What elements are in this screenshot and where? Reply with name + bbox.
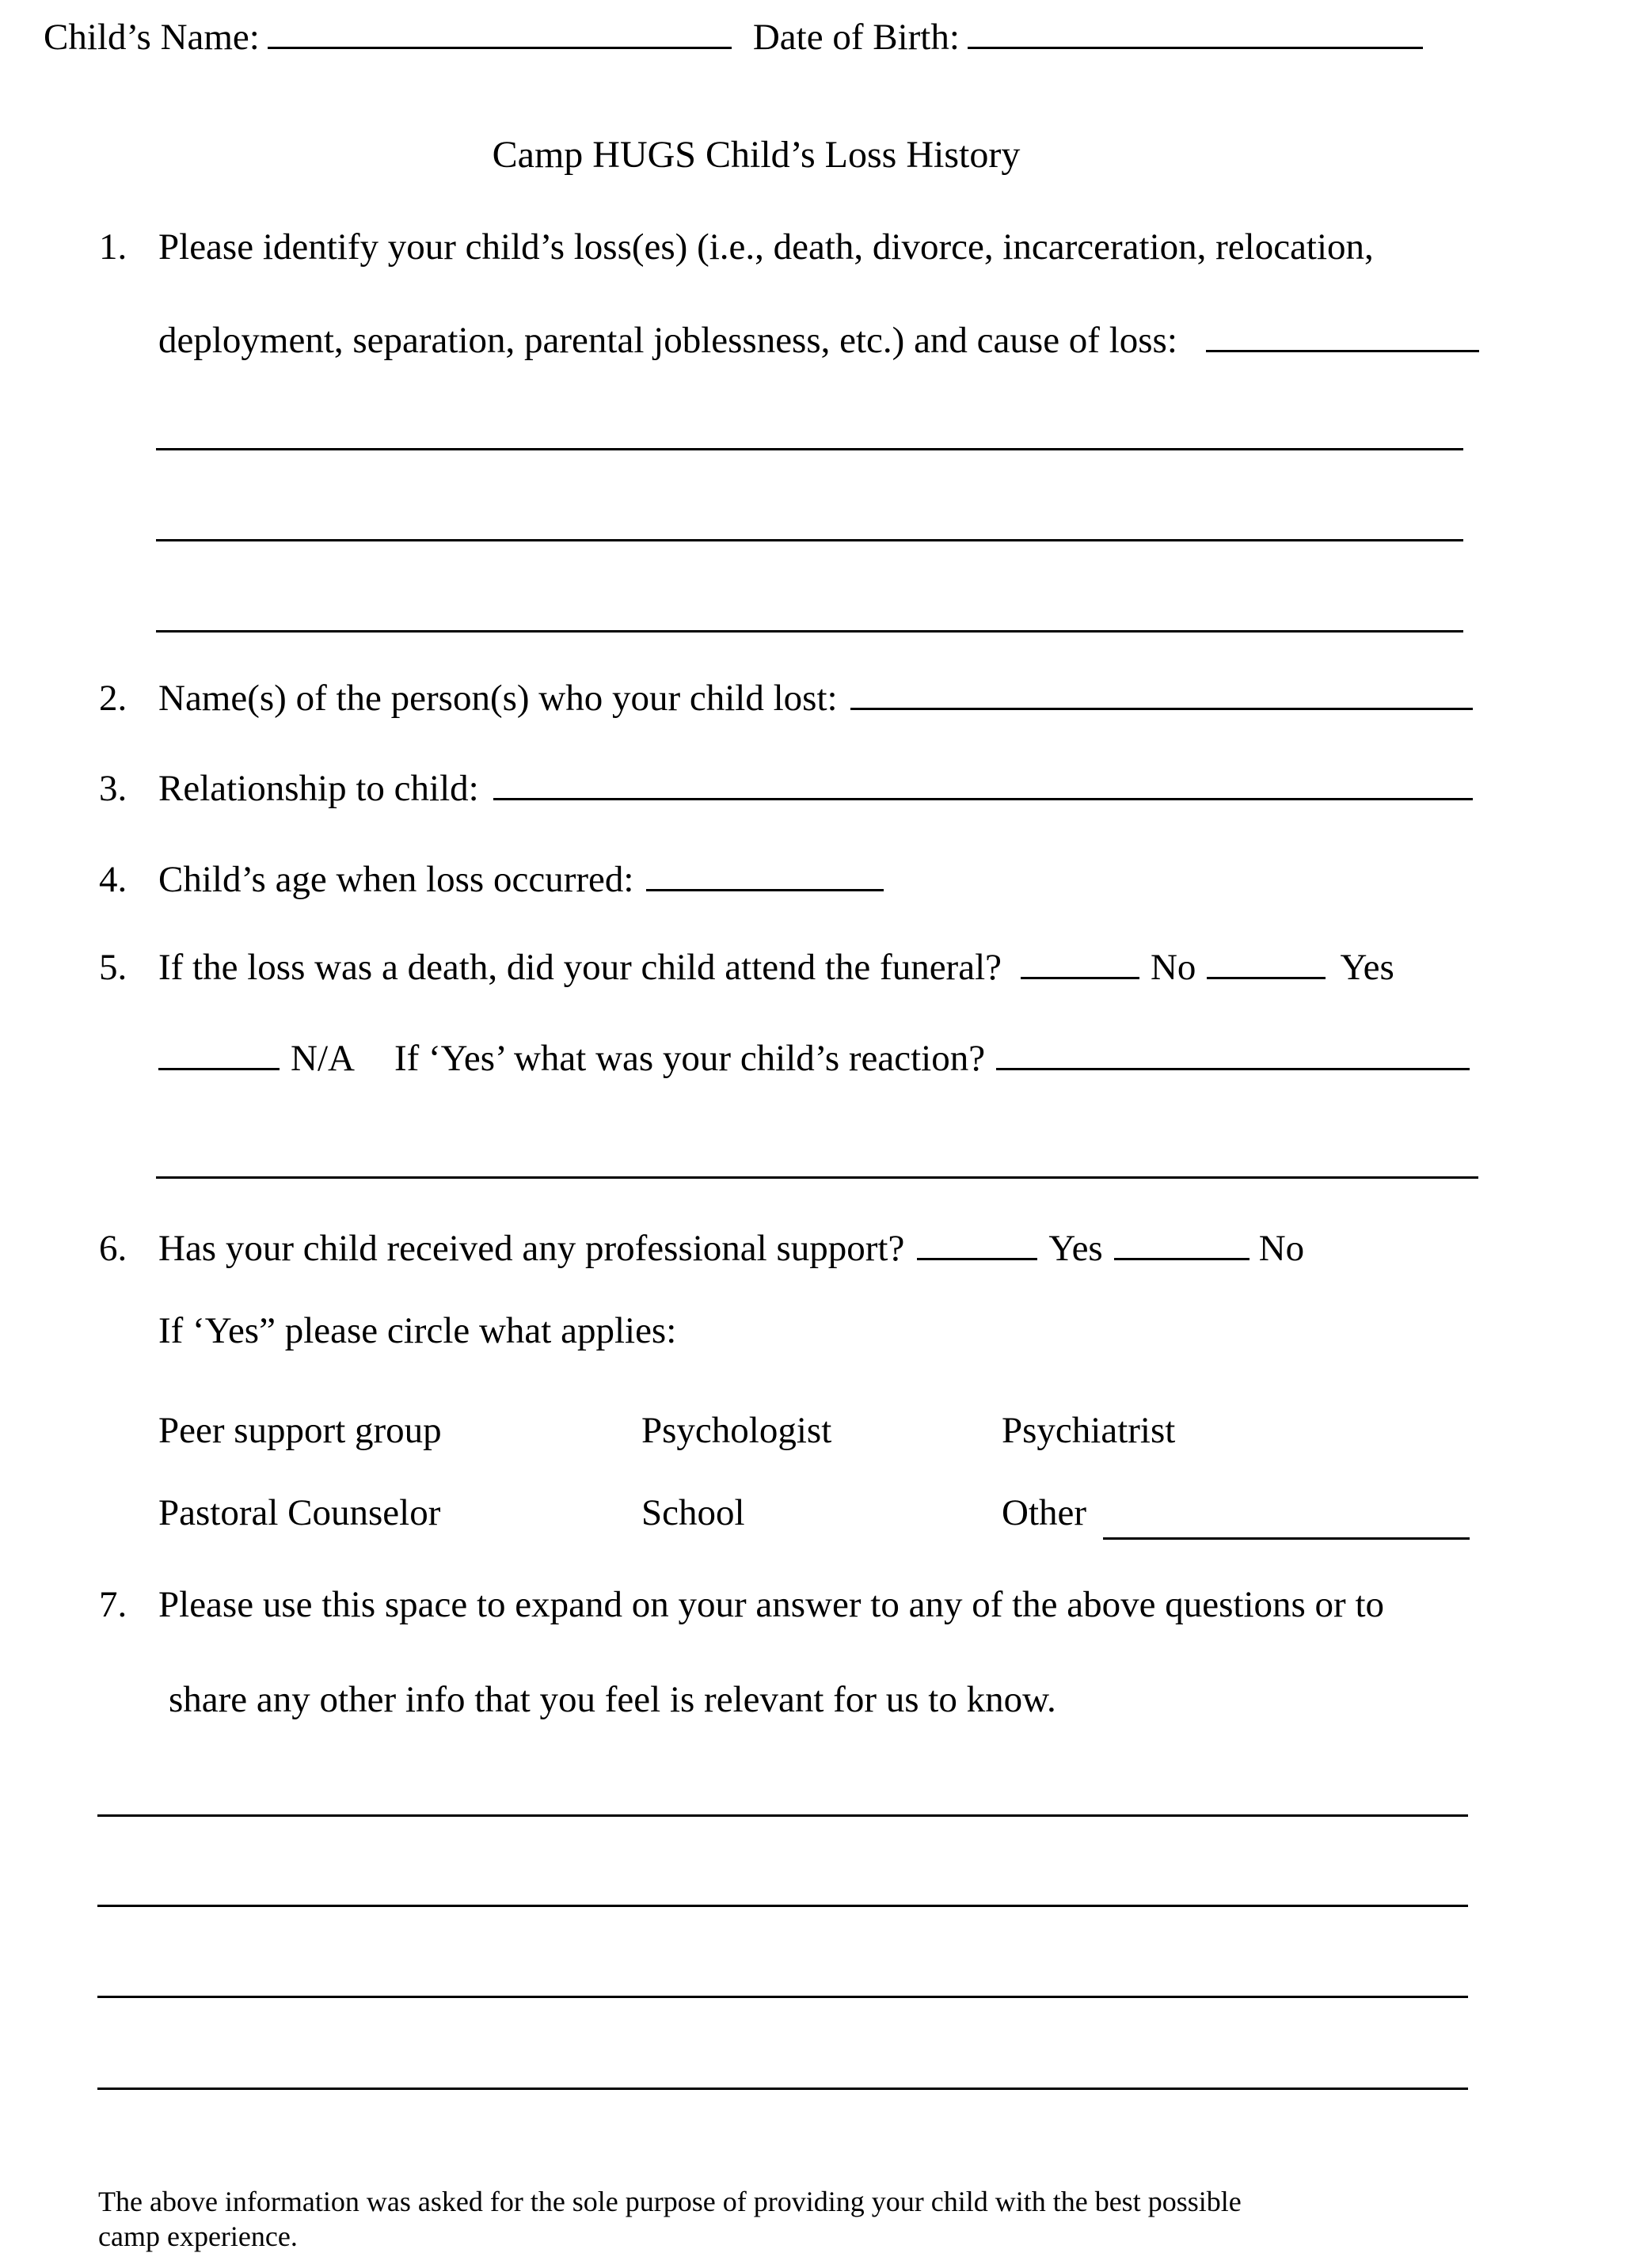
q6-line2: If ‘Yes” please circle what applies:: [158, 1310, 677, 1351]
q4-number: 4.: [99, 859, 127, 900]
q3-blank: [493, 774, 1473, 800]
q7-line2: share any other info that you feel is relevant for us to know.: [169, 1679, 1056, 1720]
q5-na-label: N/A: [291, 1038, 355, 1079]
answer-rule-5: [97, 1905, 1468, 1907]
q5-na-blank: [158, 1044, 280, 1070]
q6-no-label: No: [1258, 1228, 1305, 1269]
answer-rule-2: [156, 539, 1463, 541]
q2-number: 2.: [99, 678, 127, 719]
q3-label: Relationship to child:: [158, 768, 479, 809]
footer-line-2: camp experience.: [98, 2221, 298, 2252]
support-options-row-1: [158, 1412, 1479, 1460]
q4-row: [99, 861, 884, 898]
option-other: Other: [1002, 1492, 1087, 1533]
q7-row-2: [169, 1681, 1056, 1719]
q1-row-1: [99, 226, 1374, 268]
option-psychologist: Psychologist: [641, 1410, 832, 1451]
answer-rule-3: [156, 630, 1463, 633]
q1-row-2: [158, 322, 1479, 359]
answer-rule-7: [97, 2088, 1468, 2090]
q5-yes-blank: [1207, 953, 1326, 979]
q7-row-1: [99, 1586, 1384, 1624]
q4-blank: [646, 865, 884, 891]
q7-line1: Please use this space to expand on your answer to any of the above questions or to: [158, 1584, 1385, 1625]
option-pastoral-counselor: Pastoral Counselor: [158, 1492, 441, 1533]
q3-row: [99, 770, 1473, 807]
q3-number: 3.: [99, 768, 127, 809]
option-psychiatrist: Psychiatrist: [1002, 1410, 1176, 1451]
q4-label: Child’s age when loss occurred:: [158, 859, 634, 900]
q1-line2: deployment, separation, parental joblessness, etc.) and cause of loss:: [158, 320, 1177, 361]
answer-rule-1: [156, 448, 1463, 450]
q5-answer-rule: [156, 1176, 1478, 1179]
other-blank: [1103, 1537, 1470, 1540]
q6-no-blank: [1114, 1234, 1250, 1260]
q5-line2: If ‘Yes’ what was your child’s reaction?: [394, 1038, 986, 1079]
q2-row: [99, 680, 1473, 717]
option-school: School: [641, 1492, 745, 1533]
q5-reaction-blank: [996, 1044, 1470, 1070]
q1-number: 1.: [99, 226, 127, 268]
q5-row-1: [99, 949, 1394, 986]
answer-rule-6: [97, 1996, 1468, 1998]
q1-cause-of-loss-blank: [1206, 326, 1479, 352]
childs-name-label: Child’s Name:: [44, 17, 260, 58]
form-title: Camp HUGS Child’s Loss History: [492, 134, 1021, 176]
header-row: [44, 19, 1423, 56]
date-of-birth-label: Date of Birth:: [752, 17, 960, 58]
childs-name-blank: [268, 23, 732, 49]
q6-row-1: [99, 1230, 1304, 1267]
q6-line1: Has your child received any professional support?: [158, 1228, 905, 1269]
footer-line-1: The above information was asked for the sole purpose of providing your child with the best possible: [98, 2186, 1242, 2217]
q5-no-label: No: [1150, 947, 1196, 988]
q5-no-blank: [1021, 953, 1139, 979]
q6-yes-label: Yes: [1048, 1228, 1103, 1269]
q5-yes-label: Yes: [1340, 947, 1394, 988]
q1-line1: Please identify your child’s loss(es) (i.e., death, divorce, incarceration, relocation,: [158, 226, 1374, 268]
q5-number: 5.: [99, 947, 127, 988]
q2-label: Name(s) of the person(s) who your child lost:: [158, 678, 838, 719]
q5-line1: If the loss was a death, did your child attend the funeral?: [158, 947, 1002, 988]
option-peer-support-group: Peer support group: [158, 1410, 442, 1451]
q2-blank: [850, 684, 1473, 710]
date-of-birth-blank: [968, 23, 1423, 49]
q6-row-2: [158, 1310, 677, 1351]
q6-number: 6.: [99, 1228, 127, 1269]
q5-row-2: [158, 1040, 1470, 1077]
support-options-row-2: [158, 1492, 1479, 1542]
answer-rule-4: [97, 1814, 1468, 1817]
q6-yes-blank: [917, 1234, 1037, 1260]
q7-number: 7.: [99, 1584, 127, 1625]
